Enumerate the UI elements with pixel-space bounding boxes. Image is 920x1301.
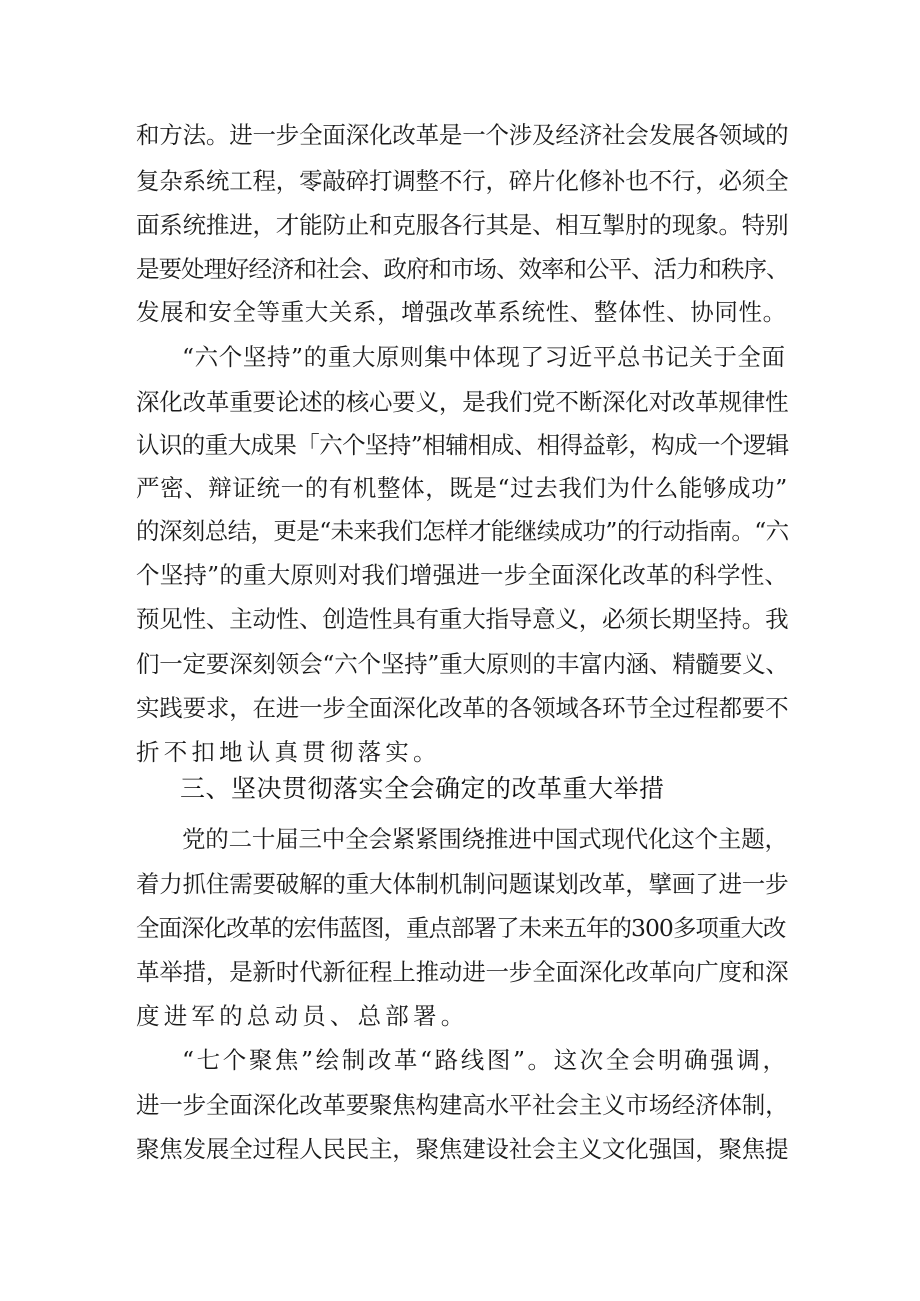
text-line: 认识的重大成果「六个坚持”相辅相成、相得益彰，构成一个逻辑 xyxy=(136,431,789,459)
text-line: 党的二十届三中全会紧紧围绕推进中国式现代化这个主题， xyxy=(182,825,788,853)
text-line: 严密、辩证统一的有机整体，既是“过去我们为什么能够成功” xyxy=(136,474,788,502)
text-line: 和方法。进一步全面深化改革是一个涉及经济社会发展各领域的 xyxy=(136,121,789,149)
text-line: 聚焦发展全过程人民民主，聚焦建设社会主义文化强国，聚焦提 xyxy=(136,1135,789,1163)
text-line: 革举措，是新时代新征程上推动进一步全面深化改革向广度和深 xyxy=(136,958,789,986)
text-line: 复杂系统工程，零敲碎打调整不行，碎片化修补也不行，必须全 xyxy=(136,167,789,195)
section-heading: 三、坚决贯彻落实全会确定的改革重大举措 xyxy=(180,774,665,803)
text-line: 度进军的总动员、总部署。 xyxy=(136,1002,469,1030)
text-line: “六个坚持”的重大原则集中体现了习近平总书记关于全面 xyxy=(182,343,786,371)
text-line: 预见性、主动性、创造性具有重大指导意义，必须长期坚持。我 xyxy=(136,605,789,633)
text-line: “七个聚焦”绘制改革“路线图”。这次全会明确强调， xyxy=(182,1046,789,1074)
text-line: 面系统推进，才能防止和克服各行其是、相互掣肘的现象。特别 xyxy=(136,211,789,239)
text-line: 着力抓住需要破解的重大体制机制问题谋划改革，擘画了进一步 xyxy=(136,870,789,898)
text-line: 的深刻总结，更是“未来我们怎样才能继续成功”的行动指南。“六 xyxy=(136,517,789,545)
text-line: 折不扣地认真贯彻落实。 xyxy=(136,738,441,766)
text-line: 全面深化改革的宏伟蓝图，重点部署了未来五年的300多项重大改 xyxy=(136,914,786,942)
text-line: 个坚持”的重大原则对我们增强进一步全面深化改革的科学性、 xyxy=(136,561,789,589)
text-line: 深化改革重要论述的核心要义，是我们党不断深化对改革规律性 xyxy=(136,388,789,416)
text-line: 进一步全面深化改革要聚焦构建高水平社会主义市场经济体制， xyxy=(136,1091,789,1119)
text-line: 发展和安全等重大关系，增强改革系统性、整体性、协同性。 xyxy=(136,298,787,326)
text-line: 们一定要深刻领会“六个坚持”重大原则的丰富内涵、精髓要义、 xyxy=(136,650,789,678)
text-line: 实践要求，在进一步全面深化改革的各领域各环节全过程都要不 xyxy=(136,694,789,722)
text-line: 是要处理好经济和社会、政府和市场、效率和公平、活力和秩序、 xyxy=(136,255,789,283)
